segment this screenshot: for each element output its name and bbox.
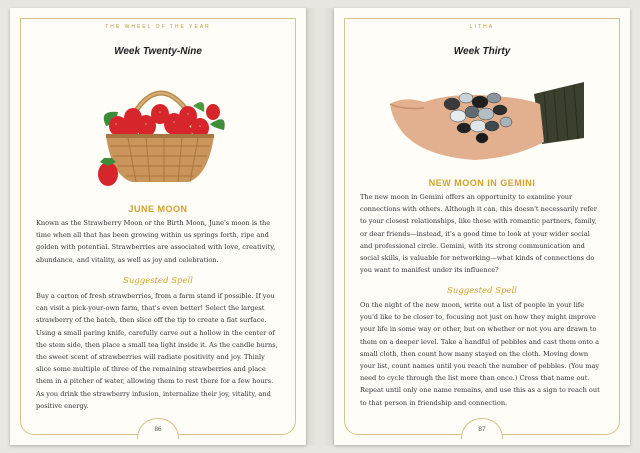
page-number: 87 <box>461 418 503 439</box>
right-page <box>334 8 630 445</box>
moon-description: Known as the Strawberry Moon or the Birth Moon, June's moon is the time when all that has been growing within us springs forth, ripe and golden with potential. Strawberries are associated with love, creativity, abundance, and vitality, as well as joy and celebration. <box>36 219 276 264</box>
page-number: 86 <box>137 418 179 439</box>
left-page <box>10 8 306 445</box>
week-title: Week Thirty <box>453 46 511 57</box>
spell-heading: Suggested Spell <box>123 276 193 286</box>
running-header: THE WHEEL OF THE YEAR <box>105 24 211 30</box>
moon-description: The new moon in Gemini offers an opportunity to examine your connections with others. Although it can, this doesn't necessarily refer to your closest relationships, like these with romantic partners, family, or dear friends—instead, it's a good time to look at your wider social and professional circle. Gemini, with its strong communication and social skills, is valuable for networking—what kinds of connections do you want to manifest under its influence? <box>360 193 597 275</box>
moon-title: NEW MOON IN GEMINI <box>428 178 536 188</box>
moon-title: JUNE MOON <box>128 204 188 214</box>
strawberry-basket-illustration <box>88 66 238 192</box>
spell-heading: Suggested Spell <box>447 286 517 296</box>
hand-with-pebbles-illustration <box>384 74 584 166</box>
running-header: LITHA <box>469 24 495 30</box>
book-gutter <box>306 8 334 445</box>
spell-text: On the night of the new moon, write out a list of people in your life you'd like to be closer to, focusing not just on how they might improve your life in some way or other, but on whether or not you are drawn to them on a deeper level. Take a handful of pebbles and cast them onto a small cloth, then count how many stayed on the cloth. Moving down your list, count names until you reach the number of pebbles. (You may need to cycle through the list more than once.) Cross that name out. Repeat until only one name remains, and use this as a sign to reach out to that person in friendship and connection. <box>360 301 600 407</box>
spell-text: Buy a carton of fresh strawberries, from a farm stand if possible. If you can visit a pick-your-own farm, that's even better! Select the largest strawberry of the batch, then slice off the tip to create a flat surface. Using a small paring knife, carefully carve out a hollow in the center of the stem side, then place a small tea light inside it. As the candle burns, the sweet scent of strawberries will radiate positivity and joy. Thinly slice some multiple of three of the remaining strawberries and place them in a pitcher of water, allowing them to rest there for a few hours. As you drink the strawberry infusion, internalize their joy, vitality, and positive energy. <box>36 292 278 410</box>
week-title: Week Twenty-Nine <box>114 46 202 57</box>
